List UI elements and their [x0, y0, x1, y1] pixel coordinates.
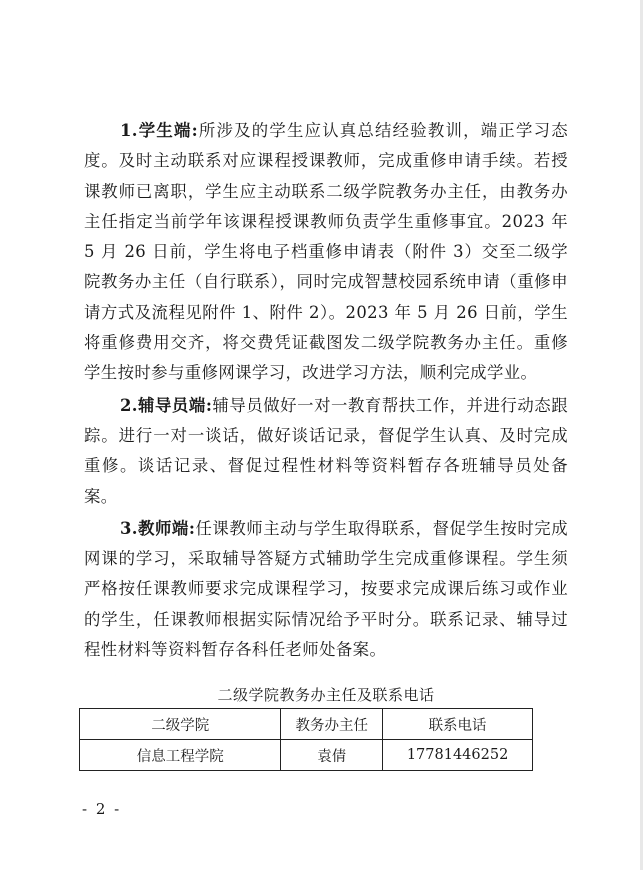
- page-number: - 2 -: [82, 800, 122, 818]
- paragraph-teacher: [84, 514, 568, 665]
- table-header-director: 教务办主任: [281, 709, 383, 740]
- paragraph-counselor: [84, 391, 568, 512]
- paragraph-text-teacher: 任课教师主动与学生取得联系，督促学生按时完成网课的学习，采取辅导答疑方式辅助学生完成重修课程。学生须严格按任课教师要求完成课程学习，按要求完成课后练习或作业的学生，任课教师根据实际情况给予平时分。联系记录、辅导过程性材料等资料暂存各科任老师处备案。: [84, 518, 568, 660]
- document-body: [84, 116, 568, 667]
- paragraph-label-student: 1.学生端:: [120, 121, 199, 140]
- paragraph-student: [84, 116, 568, 389]
- table-cell-director: 袁倩: [281, 740, 383, 771]
- table-row: [80, 740, 533, 771]
- table-title: 二级学院教务办主任及联系电话: [217, 686, 435, 704]
- paragraph-label-teacher: 3.教师端:: [120, 518, 196, 538]
- paragraph-label-counselor: 2.辅导员端:: [120, 395, 213, 415]
- table-cell-college: 信息工程学院: [80, 740, 281, 771]
- paragraph-text-student: 所涉及的学生应认真总结经验教训，端正学习态度。及时主动联系对应课程授课教师，完成重修申请手续。若授课教师已离职，学生应主动联系二级学院教务办主任，由教务办主任指定当前学年该课程授课教师负责学生重修事宜。2023 年 5 月 26 日前，学生将电子档重修申请表（附件 3）交至二级学院教务办主任（自行联系），同时完成智慧校园系统申请（重修申请方式及流程见附件 1、附件 2）。2023 年 5 月 26 日前，学生将重修费用交齐，将交费凭证截图发二级学院教务办主任。重修学生按时参与重修网课学习，改进学习方法，顺利完成学业。: [84, 121, 568, 383]
- table-header-phone: 联系电话: [383, 709, 533, 740]
- table-header-college: 二级学院: [80, 709, 281, 740]
- table-cell-phone: 17781446252: [383, 740, 533, 771]
- contact-table: [79, 708, 533, 771]
- table-header-row: [80, 709, 533, 740]
- paragraph-text-counselor: 辅导员做好一对一教育帮扶工作，并进行动态跟踪。进行一对一谈话，做好谈话记录，督促学生认真、及时完成重修。谈话记录、督促过程性材料等资料暂存各班辅导员处备案。: [84, 395, 569, 506]
